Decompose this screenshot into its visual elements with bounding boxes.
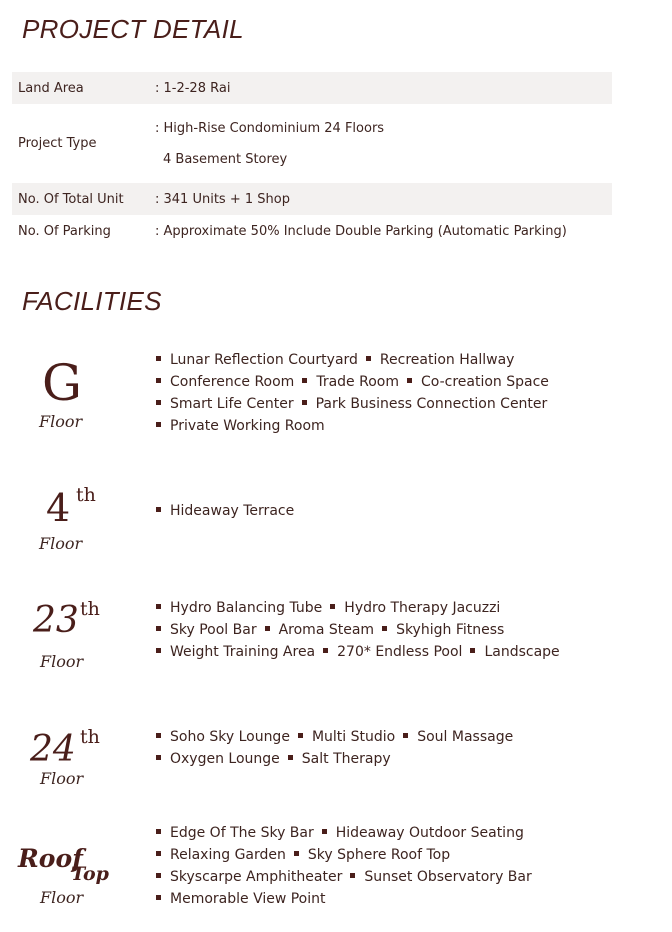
facility-item: Hideaway Outdoor Seating <box>322 822 524 844</box>
facility-line <box>156 371 549 393</box>
detail-row-total-unit <box>12 183 612 215</box>
facility-item: Sunset Observatory Bar <box>350 866 531 888</box>
floor-number: G <box>42 354 82 412</box>
facility-item: Weight Training Area <box>156 641 315 663</box>
facility-item: Co-creation Space <box>407 371 549 393</box>
facility-line <box>156 888 532 910</box>
facility-line <box>156 748 513 770</box>
floor-word: Floor <box>39 412 83 431</box>
facility-line <box>156 641 560 663</box>
facility-line <box>156 597 560 619</box>
floor-number: 24 <box>30 729 76 770</box>
facility-item: Soho Sky Lounge <box>156 726 290 748</box>
facility-list <box>156 349 549 437</box>
facility-line <box>156 415 549 437</box>
facility-line <box>156 349 549 371</box>
facility-line <box>156 866 532 888</box>
floor-superscript: th <box>80 726 100 748</box>
facility-item: Hideaway Terrace <box>156 500 294 522</box>
detail-value <box>155 104 612 183</box>
facility-item: Soul Massage <box>403 726 513 748</box>
facility-line <box>156 844 532 866</box>
detail-row-parking <box>12 215 612 247</box>
facility-line <box>156 726 513 748</box>
detail-row-land-area <box>12 72 612 104</box>
facility-item: Memorable View Point <box>156 888 326 910</box>
facility-line <box>156 393 549 415</box>
facility-line <box>156 822 532 844</box>
detail-row-project-type <box>12 104 612 183</box>
facility-line <box>156 500 294 522</box>
detail-label: Land Area <box>18 80 84 96</box>
facility-list <box>156 500 294 522</box>
facility-item: Sky Pool Bar <box>156 619 257 641</box>
facilities-title: FACILITIES <box>22 286 162 316</box>
facility-item: Conference Room <box>156 371 294 393</box>
floor-superscript: th <box>80 598 100 620</box>
facility-item: 270* Endless Pool <box>323 641 462 663</box>
detail-value-line: : High-Rise Condominium 24 Floors <box>155 120 385 136</box>
facility-item: Hydro Balancing Tube <box>156 597 322 619</box>
floor-number: Roof <box>18 844 83 873</box>
facility-item: Lunar Reflection Courtyard <box>156 349 358 371</box>
facility-list <box>156 822 532 910</box>
facility-item: Recreation Hallway <box>366 349 515 371</box>
detail-value <box>155 215 612 247</box>
floor-word: Floor <box>40 652 84 671</box>
facility-item: Salt Therapy <box>288 748 391 770</box>
floor-superscript: th <box>76 484 96 506</box>
facility-item: Hydro Therapy Jacuzzi <box>330 597 500 619</box>
detail-value <box>155 183 612 215</box>
floor-word: Floor <box>40 769 84 788</box>
project-detail-table <box>12 72 612 247</box>
facility-item: Relaxing Garden <box>156 844 286 866</box>
facility-list <box>156 597 560 663</box>
detail-value-line: 4 Basement Storey <box>163 151 288 167</box>
facility-item: Aroma Steam <box>265 619 374 641</box>
facility-item: Private Working Room <box>156 415 325 437</box>
detail-label: No. Of Total Unit <box>18 191 124 207</box>
facility-item: Trade Room <box>302 371 399 393</box>
floor-superscript: Top <box>71 863 109 885</box>
detail-value-line: : 341 Units + 1 Shop <box>155 191 290 207</box>
detail-label: No. Of Parking <box>18 223 111 239</box>
floor-number: 4 <box>46 486 71 530</box>
facility-list <box>156 726 513 770</box>
floor-word: Floor <box>39 534 83 553</box>
facility-item: Skyscarpe Amphitheater <box>156 866 342 888</box>
detail-label: Project Type <box>18 136 97 151</box>
facility-item: Skyhigh Fitness <box>382 619 504 641</box>
facility-item: Edge Of The Sky Bar <box>156 822 314 844</box>
floor-word: Floor <box>40 888 84 907</box>
facility-item: Sky Sphere Roof Top <box>294 844 450 866</box>
detail-value-line: : Approximate 50% Include Double Parking (Automatic Parking) <box>155 223 567 239</box>
facility-item: Multi Studio <box>298 726 395 748</box>
facility-item: Smart Life Center <box>156 393 294 415</box>
detail-value <box>155 72 612 104</box>
facility-line <box>156 619 560 641</box>
project-detail-title: PROJECT DETAIL <box>22 14 244 44</box>
detail-value-line: : 1-2-28 Rai <box>155 80 231 96</box>
facility-item: Oxygen Lounge <box>156 748 280 770</box>
facility-item: Park Business Connection Center <box>302 393 548 415</box>
facility-item: Landscape <box>470 641 559 663</box>
floor-number: 23 <box>33 600 79 641</box>
